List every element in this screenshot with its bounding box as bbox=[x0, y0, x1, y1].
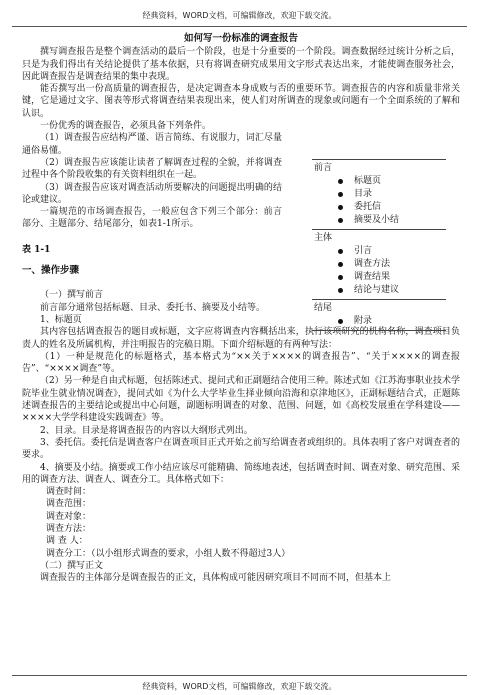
outline-item: 摘要及小结 bbox=[338, 214, 446, 227]
conditions-paragraph: （3）调查报告应该对调查活动所要解决的问题提出明确的结论或建议。 bbox=[22, 182, 282, 205]
outline-item: 引言 bbox=[338, 245, 446, 258]
outline-item: 调查结果 bbox=[338, 271, 446, 284]
conditions-section bbox=[22, 120, 282, 256]
page-header: 经典资料，WORD文档，可编辑修改，欢迎下载交流。 bbox=[142, 11, 337, 20]
page-footer: 经典资料，WORD文档，可编辑修改，欢迎下载交流。 bbox=[142, 682, 337, 691]
outline-item: 委托信 bbox=[338, 201, 446, 214]
form-line: 调查对象： bbox=[46, 511, 92, 522]
outline-section-title: 主体 bbox=[314, 233, 333, 243]
document-title: 如何写一份标准的调查报告 bbox=[183, 33, 298, 44]
outline-section-preface bbox=[312, 159, 446, 229]
step-paragraph: 4、摘要及小结。摘要或工作小结应该尽可能精确、简练地表述，包括调查时间、调查对象、研究范围、采用的调查方法、调查人、调查分工。具体格式如下： bbox=[22, 462, 460, 485]
form-line: 调 查 人： bbox=[46, 536, 88, 547]
conditions-paragraph: （1）调查报告应结构严谨、语言简练、有说服力，词汇尽量通俗易懂。 bbox=[22, 133, 282, 156]
table-label: 表 1-1 bbox=[22, 244, 51, 255]
form-line: 调查分工：（以小组形式调查的要求，小组人数不得超过3人） bbox=[46, 548, 291, 559]
form-line: 调查范围： bbox=[46, 499, 92, 510]
step-paragraph: 3、委托信。委托信是调查客户在调查项目正式开始之前写给调查者或组织的。具体表明了客户对调查者的要求。 bbox=[22, 437, 460, 461]
intro-paragraph: 能否撰写出一份高质量的调查报告，是决定调查本身成败与否的重要环节。调查报告的内容和质量非常关键，它是通过文字、图表等形式将调查结果表现出来，使人们对所调查的现象或问题有一个全面系统的了解和认识。 bbox=[22, 84, 460, 119]
step-paragraph: （一）撰写前言 bbox=[40, 290, 104, 301]
outline-section-body bbox=[312, 229, 446, 299]
step-paragraph: （1）一种是规范化的标题格式，基本格式为“××关于××××的调查报告”、“关于××××的调查报告”、“××××调查”等。 bbox=[22, 351, 460, 375]
summary-form bbox=[22, 486, 460, 560]
section-heading: 一、操作步骤 bbox=[22, 265, 80, 277]
outline-item: 附录 bbox=[338, 315, 446, 328]
outline-section-title: 结尾 bbox=[314, 303, 333, 313]
outline-item: 标题页 bbox=[338, 175, 446, 188]
report-structure-table bbox=[312, 159, 446, 331]
outline-section-ending bbox=[312, 299, 446, 331]
outline-item: 目录 bbox=[338, 188, 446, 201]
header-rule bbox=[12, 26, 467, 27]
step-paragraph: 2、目录。目录是将调查报告的内容以大纲形式列出。 bbox=[40, 425, 253, 436]
footer-rule bbox=[12, 675, 467, 676]
outline-section-title: 前言 bbox=[314, 163, 333, 173]
outline-item: 调查方法 bbox=[338, 258, 446, 271]
step-paragraph: （二）撰写正文 bbox=[40, 560, 104, 571]
step-paragraph: 前言部分通常包括标题、目录、委托书、摘要及小结等。 bbox=[40, 302, 266, 313]
conditions-paragraph: （2）调查报告应该能让读者了解调查过程的全貌，并将调查过程中各个阶段收集的有关资料组织在一起。 bbox=[22, 157, 282, 181]
conditions-paragraph: 一份优秀的调查报告，必须具备下列条件。 bbox=[40, 121, 212, 132]
step-paragraph: 调查报告的主体部分是调查报告的正文，具体构成可能因研究项目不同而不同，但基本上 bbox=[40, 573, 392, 584]
form-line: 调查时间： bbox=[46, 487, 92, 498]
form-line: 调查方法： bbox=[46, 523, 92, 534]
step-paragraph: （2）另一种是自由式标题，包括陈述式、提问式和正副题结合使用三种。陈述式如《江苏海事职业技术学院毕业生就业情况调查》，提问式如《为什么大学毕业生择业倾向沿海和京津地区》，正副标题结合式，正题陈述调查报告的主要结论或提出中心问题，副题标明调查的对象、范围、问题，如《高校发展重在学科建设——××××大学学科建设实践调查》等。 bbox=[22, 376, 460, 424]
conditions-paragraph: 一篇规范的市场调查报告，一般应包含下列三个部分：前言部分、主题部分、结尾部分，如表1-1所示。 bbox=[22, 207, 282, 230]
outline-item: 结论与建议 bbox=[338, 284, 446, 297]
step-paragraph: 其内容包括调查报告的题目或标题，文字应将调查内容概括出来，执行该项研究的机构名称，调查项目负责人的姓名及所属机构，并注明报告的完稿日期。下面介绍标题的有两种写法： bbox=[22, 327, 460, 350]
step-paragraph: 1、标题页 bbox=[40, 314, 82, 325]
intro-paragraph: 撰写调查报告是整个调查活动的最后一个阶段，也是十分重要的一个阶段。调查数据经过统计分析之后，只是为我们得出有关结论提供了基本依据，只有将调查研究成果用文字形式表达出来，才能使调查服务社会，因此调查报告是调查结果的集中表现。 bbox=[22, 47, 460, 82]
